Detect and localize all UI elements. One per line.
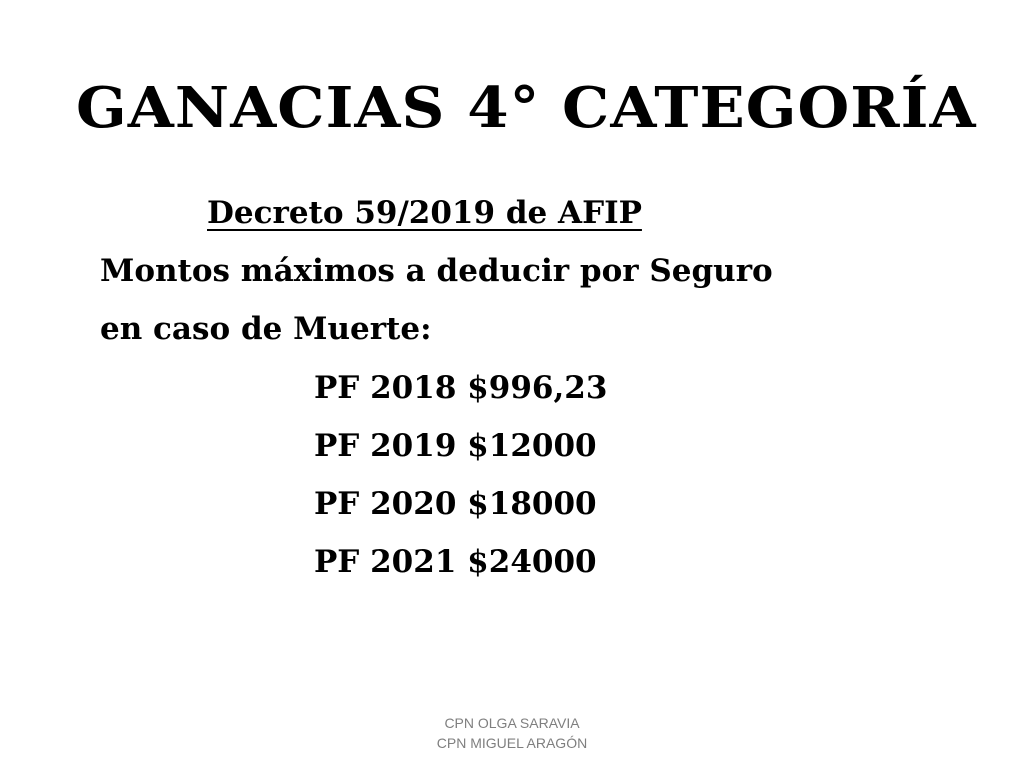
footer-authors <box>412 713 612 753</box>
amount-item: PF 2018 $996,23 <box>314 370 608 406</box>
amount-item: PF 2021 $24000 <box>314 544 597 580</box>
description-line-1: Montos máximos a deducir por Seguro <box>100 253 773 289</box>
decree-heading: Decreto 59/2019 de AFIP <box>207 195 642 231</box>
footer-author-1: CPN OLGA SARAVIA <box>444 715 580 731</box>
description-line-2: en caso de Muerte: <box>100 311 432 347</box>
slide-title: GANACIAS 4° CATEGORÍA <box>76 75 977 141</box>
footer-author-2: CPN MIGUEL ARAGÓN <box>436 735 588 751</box>
amount-item: PF 2020 $18000 <box>314 486 597 522</box>
amount-item: PF 2019 $12000 <box>314 428 597 464</box>
